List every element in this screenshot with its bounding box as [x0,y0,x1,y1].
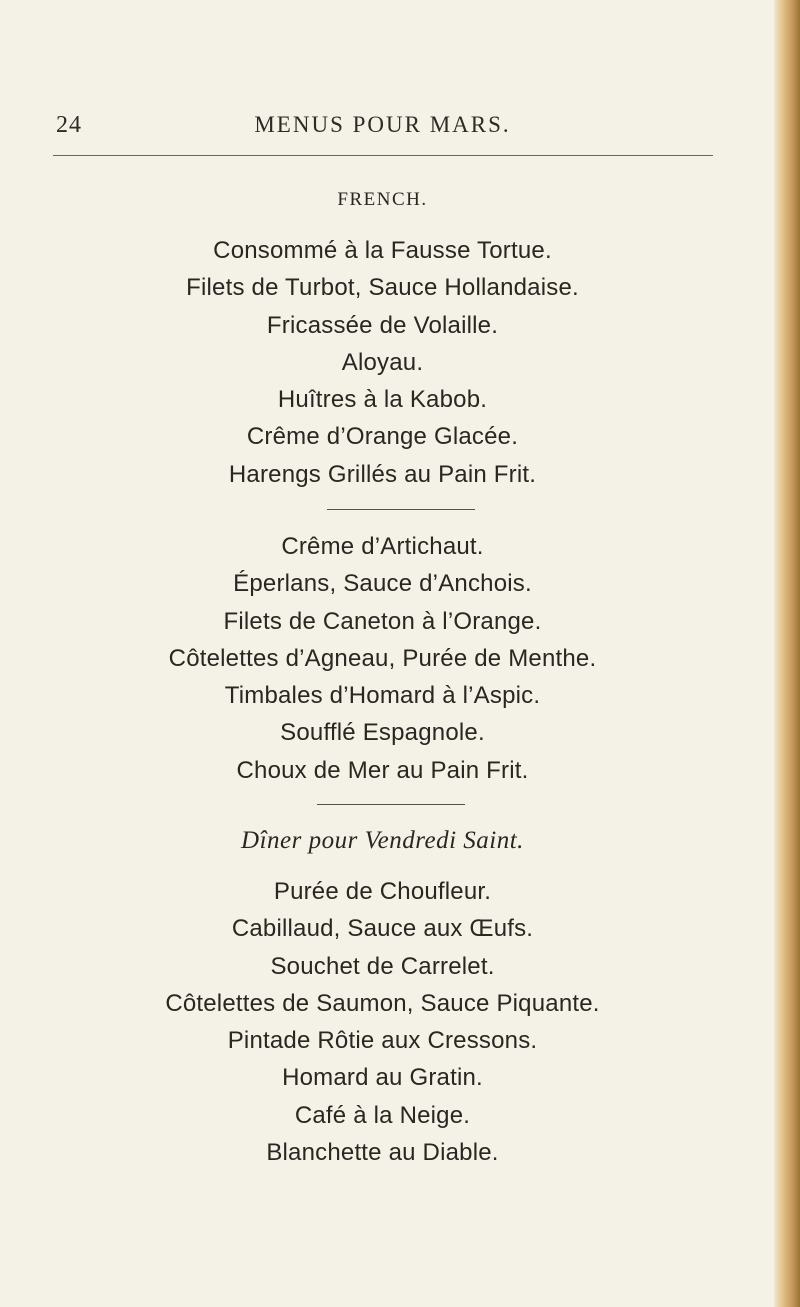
menu-one-dish: Fricassée de Volaille. [266,311,499,339]
friday-menu-dish: Café à la Neige. [294,1101,471,1129]
menu-one-dish: Harengs Grillés au Pain Frit. [228,460,537,488]
menu-one-dish: Consommé à la Fausse Tortue. [213,237,552,264]
friday-menu [0,873,765,1171]
friday-menu-heading: Dîner pour Vendredi Saint. [241,827,524,854]
friday-menu-dish: Purée de Choufleur. [273,878,492,905]
divider-one [327,509,475,510]
header-rule [53,155,713,156]
page-header [0,112,800,142]
menu-two [0,528,765,789]
friday-menu-dish: Homard au Gratin. [282,1064,483,1092]
menu-two-dish: Timbales d’Homard à l’Aspic. [224,682,541,710]
page-edge [774,0,800,1307]
friday-menu-dish: Pintade Rôtie aux Cressons. [227,1027,538,1055]
menu-two-dish: Crême d’Artichaut. [281,533,484,560]
menu-one-dish: Aloyau. [341,348,424,376]
menu-one-dish: Huîtres à la Kabob. [277,386,488,414]
friday-menu-dish: Souchet de Carrelet. [270,952,495,980]
page-number: 24 [56,112,82,138]
menu-two-dish: Soufflé Espagnole. [280,719,485,747]
menu-two-dish: Côtelettes d’Agneau, Purée de Menthe. [168,644,597,672]
divider-two [317,804,465,805]
menu-one-dish: Filets de Turbot, Sauce Hollandaise. [186,274,579,302]
menu-two-dish: Filets de Caneton à l’Orange. [223,607,542,635]
menu-two-dish: Éperlans, Sauce d’Anchois. [233,570,532,598]
section-heading-block [0,188,765,212]
friday-menu-heading-block [0,826,765,856]
menu-one-dish: Crême d’Orange Glacée. [246,423,519,451]
friday-menu-dish: Blanchette au Diable. [266,1139,499,1167]
friday-menu-dish: Côtelettes de Saumon, Sauce Piquante. [165,989,600,1017]
friday-menu-dish: Cabillaud, Sauce aux Œufs. [231,915,534,943]
section-heading: FRENCH. [337,189,428,210]
running-title: MENUS POUR MARS. [254,112,511,137]
menu-two-dish: Choux de Mer au Pain Frit. [236,756,529,784]
menu-one [0,232,765,493]
